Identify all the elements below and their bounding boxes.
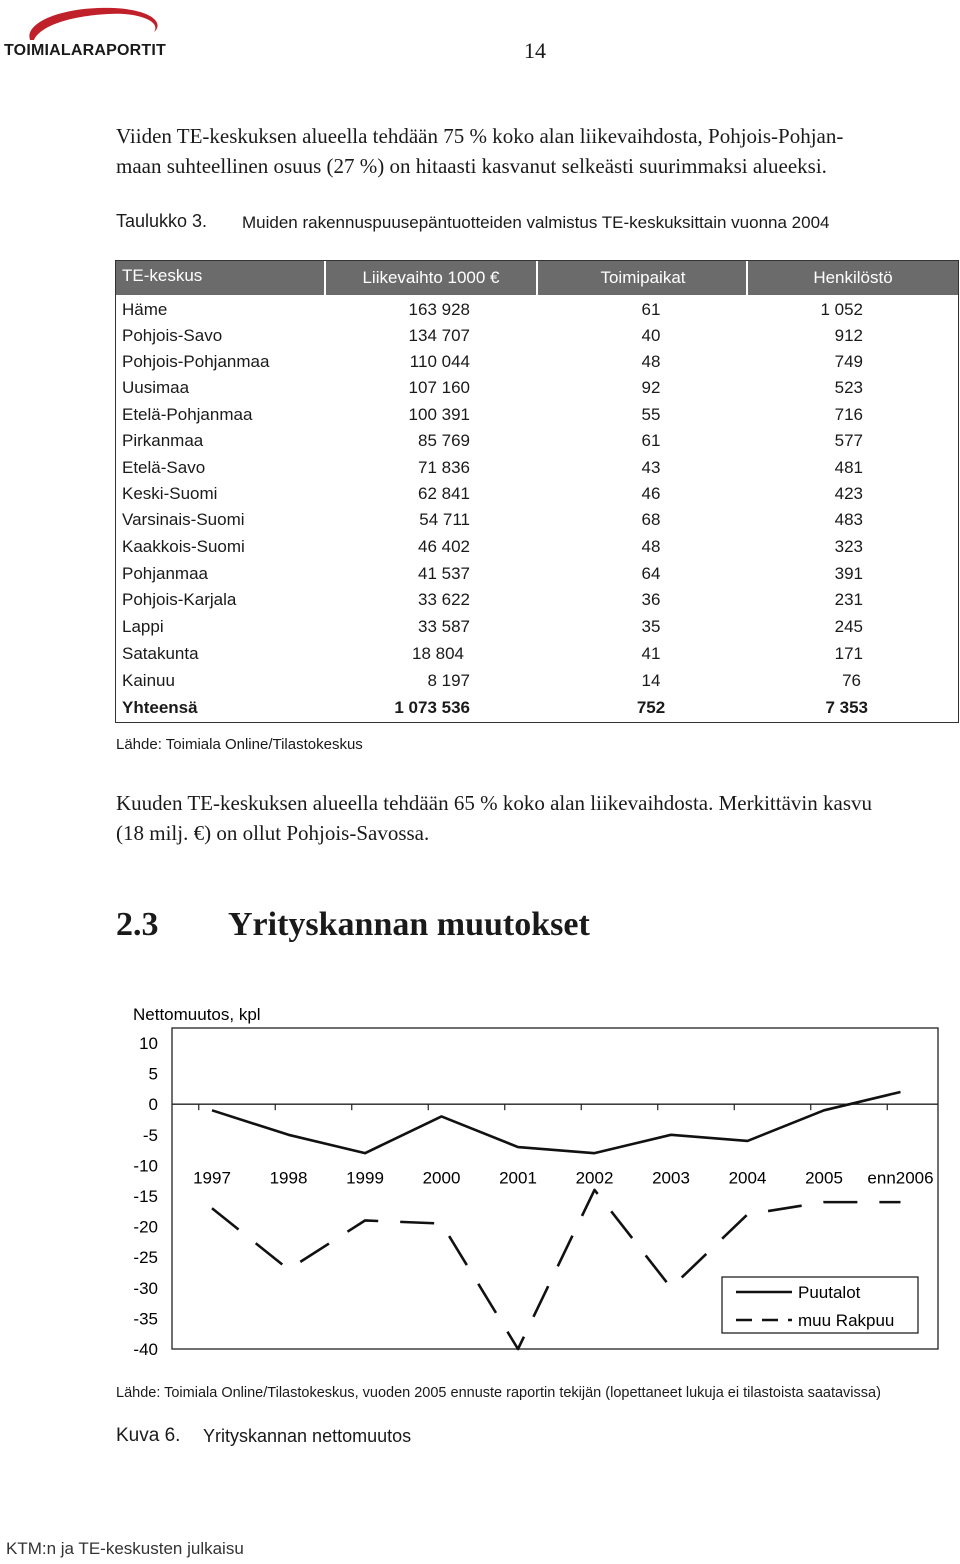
intro-line-2: maan suhteellinen osuus (27 %) on hitaasti kasvanut selkeästi suurimmaksi alueeksi. xyxy=(116,154,827,178)
table-total-row xyxy=(116,695,958,721)
x-tick-label: enn2006 xyxy=(867,1168,934,1188)
y-tick-label: -5 xyxy=(142,1125,158,1145)
cell-units: 61 xyxy=(641,431,661,450)
table-row xyxy=(116,481,958,507)
cell-units: 40 xyxy=(641,326,661,345)
cell-staff: 171 xyxy=(834,644,863,663)
cell-region: Pirkanmaa xyxy=(122,431,204,450)
cell-region: Etelä-Pohjanmaa xyxy=(122,405,253,424)
cell-staff: 231 xyxy=(834,590,863,609)
cell-staff: 481 xyxy=(834,458,863,477)
table-caption-text: Muiden rakennuspuusepäntuotteiden valmistus TE-keskuksittain vuonna 2004 xyxy=(242,213,830,232)
header-toimipaikat: Toimipaikat xyxy=(600,268,686,287)
table-row xyxy=(116,507,958,533)
cell-units: 64 xyxy=(641,564,661,583)
cell-revenue: 33 587 xyxy=(418,617,470,636)
cell-region: Kaakkois-Suomi xyxy=(122,537,245,556)
cell-units: 92 xyxy=(641,378,661,397)
table-row xyxy=(116,534,958,560)
table-row xyxy=(116,402,958,428)
cell-region: Kainuu xyxy=(122,671,175,690)
cell-staff: 912 xyxy=(834,326,863,345)
table-row xyxy=(116,455,958,481)
table-row xyxy=(116,375,958,401)
x-tick-label: 1998 xyxy=(269,1168,308,1188)
table-row xyxy=(116,428,958,454)
x-tick-label: 1997 xyxy=(193,1168,231,1188)
y-tick-label: -35 xyxy=(133,1309,158,1329)
cell-region: Häme xyxy=(122,300,168,319)
middle-paragraph xyxy=(116,788,872,848)
table-caption-label: Taulukko 3. xyxy=(116,211,208,231)
cell-staff: 423 xyxy=(834,484,863,503)
y-tick-label: -25 xyxy=(133,1248,158,1268)
cell-staff: 323 xyxy=(834,537,863,556)
cell-staff: 749 xyxy=(834,352,863,371)
header-te-keskus: TE-keskus xyxy=(122,266,203,285)
series-line-puutalot xyxy=(212,1092,901,1153)
cell-staff: 577 xyxy=(834,431,863,450)
page-number: 14 xyxy=(524,38,546,63)
table-row xyxy=(116,349,958,375)
data-table xyxy=(115,260,959,723)
cell-units: 46 xyxy=(641,484,661,503)
table-row xyxy=(116,587,958,613)
intro-paragraph xyxy=(116,121,843,181)
x-tick-label: 2002 xyxy=(575,1168,614,1188)
y-tick-label: 0 xyxy=(148,1095,158,1115)
middle-line-1: Kuuden TE-keskuksen alueella tehdään 65 % koko alan liikevaihdosta. Merkittävin kasvu xyxy=(116,791,872,815)
cell-staff: 391 xyxy=(834,564,863,583)
cell-units: 43 xyxy=(641,458,661,477)
cell-staff: 523 xyxy=(834,378,863,397)
cell-revenue: 41 537 xyxy=(418,564,470,583)
cell-units: 55 xyxy=(641,405,661,424)
cell-revenue: 100 391 xyxy=(408,405,470,424)
table-row xyxy=(116,614,958,640)
cell-units: 68 xyxy=(641,510,661,529)
cell-revenue: 107 160 xyxy=(408,378,470,397)
x-tick-label: 2003 xyxy=(652,1168,690,1188)
cell-region: Pohjois-Pohjanmaa xyxy=(122,352,270,371)
figure-source: Lähde: Toimiala Online/Tilastokeskus, vuoden 2005 ennuste raportin tekijän (lopettaneet lukuja ei tilastoista saatavissa) xyxy=(116,1385,881,1401)
legend-label-muu-rakpuu: muu Rakpuu xyxy=(798,1311,895,1330)
footer-text: KTM:n ja TE-keskusten julkaisu xyxy=(6,1539,244,1558)
cell-staff: 716 xyxy=(834,405,863,424)
x-tick-label: 1999 xyxy=(346,1168,384,1188)
cell-revenue: 62 841 xyxy=(418,484,470,503)
cell-staff: 76 xyxy=(842,671,861,690)
cell-revenue: 71 836 xyxy=(418,458,470,477)
table-row xyxy=(116,297,958,323)
legend-label-puutalot: Puutalot xyxy=(798,1283,861,1302)
y-tick-label: -40 xyxy=(133,1340,158,1359)
section-title: Yrityskannan muutokset xyxy=(228,906,590,943)
cell-units: 35 xyxy=(641,617,661,636)
cell-units: 14 xyxy=(641,671,661,690)
table-row xyxy=(116,323,958,349)
cell-units: 61 xyxy=(641,300,661,319)
cell-revenue: 46 402 xyxy=(418,537,470,556)
cell-units: 752 xyxy=(636,698,666,717)
cell-region: Pohjanmaa xyxy=(122,564,209,583)
cell-revenue: 8 197 xyxy=(427,671,470,690)
cell-region: Varsinais-Suomi xyxy=(122,510,245,529)
y-tick-label: 5 xyxy=(148,1064,158,1084)
cell-region: Lappi xyxy=(122,617,164,636)
header-liikevaihto: Liikevaihto 1000 € xyxy=(362,268,500,287)
y-tick-label: -20 xyxy=(133,1217,158,1237)
figure-caption-text: Yrityskannan nettomuutos xyxy=(203,1426,412,1446)
cell-units: 48 xyxy=(641,352,661,371)
cell-region: Pohjois-Karjala xyxy=(122,590,237,609)
cell-region: Keski-Suomi xyxy=(122,484,218,503)
y-tick-label: -15 xyxy=(133,1187,158,1206)
cell-region: Satakunta xyxy=(122,644,199,663)
x-tick-label: 2005 xyxy=(805,1168,843,1188)
cell-units: 41 xyxy=(641,644,661,663)
table-source: Lähde: Toimiala Online/Tilastokeskus xyxy=(116,736,363,753)
table-row xyxy=(116,641,958,667)
cell-region: Uusimaa xyxy=(122,378,190,397)
y-tick-label: -30 xyxy=(133,1278,158,1298)
y-tick-label: -10 xyxy=(133,1156,158,1176)
cell-region: Pohjois-Savo xyxy=(122,326,223,345)
x-tick-label: 2000 xyxy=(422,1168,461,1188)
cell-staff: 7 353 xyxy=(825,698,868,717)
cell-revenue: 110 044 xyxy=(409,352,470,371)
section-number: 2.3 xyxy=(116,906,159,943)
cell-staff: 483 xyxy=(834,510,863,529)
intro-line-1: Viiden TE-keskuksen alueella tehdään 75 % koko alan liikevaihdosta, Pohjois-Pohjan- xyxy=(116,124,844,148)
chart-y-axis-label: Nettomuutos, kpl xyxy=(133,1005,261,1024)
cell-revenue: 163 928 xyxy=(408,300,470,319)
cell-staff: 1 052 xyxy=(820,300,863,319)
line-chart xyxy=(110,995,950,1375)
cell-revenue: 1 073 536 xyxy=(394,698,470,717)
middle-line-2: (18 milj. €) on ollut Pohjois-Savossa. xyxy=(116,821,430,845)
table-header xyxy=(116,261,958,295)
cell-revenue: 85 769 xyxy=(418,431,470,450)
cell-region: Etelä-Savo xyxy=(122,458,206,477)
chart-legend xyxy=(722,1277,918,1333)
cell-staff: 245 xyxy=(834,617,863,636)
y-tick-label: 10 xyxy=(139,1034,158,1053)
x-tick-label: 2004 xyxy=(728,1168,767,1188)
cell-revenue: 33 622 xyxy=(418,590,470,609)
cell-revenue: 54 711 xyxy=(419,510,470,529)
cell-revenue: 134 707 xyxy=(408,326,470,345)
table-row xyxy=(116,561,958,587)
header-henkilosto: Henkilöstö xyxy=(813,268,893,287)
x-tick-label: 2001 xyxy=(499,1168,537,1188)
cell-units: 36 xyxy=(641,590,661,609)
cell-region: Yhteensä xyxy=(122,698,198,717)
cell-revenue: 18 804 xyxy=(412,644,464,663)
table-row xyxy=(116,668,958,694)
figure-caption-label: Kuva 6. xyxy=(116,1425,181,1446)
logo-text: TOIMIALARAPORTIT xyxy=(4,42,167,59)
cell-units: 48 xyxy=(641,537,661,556)
